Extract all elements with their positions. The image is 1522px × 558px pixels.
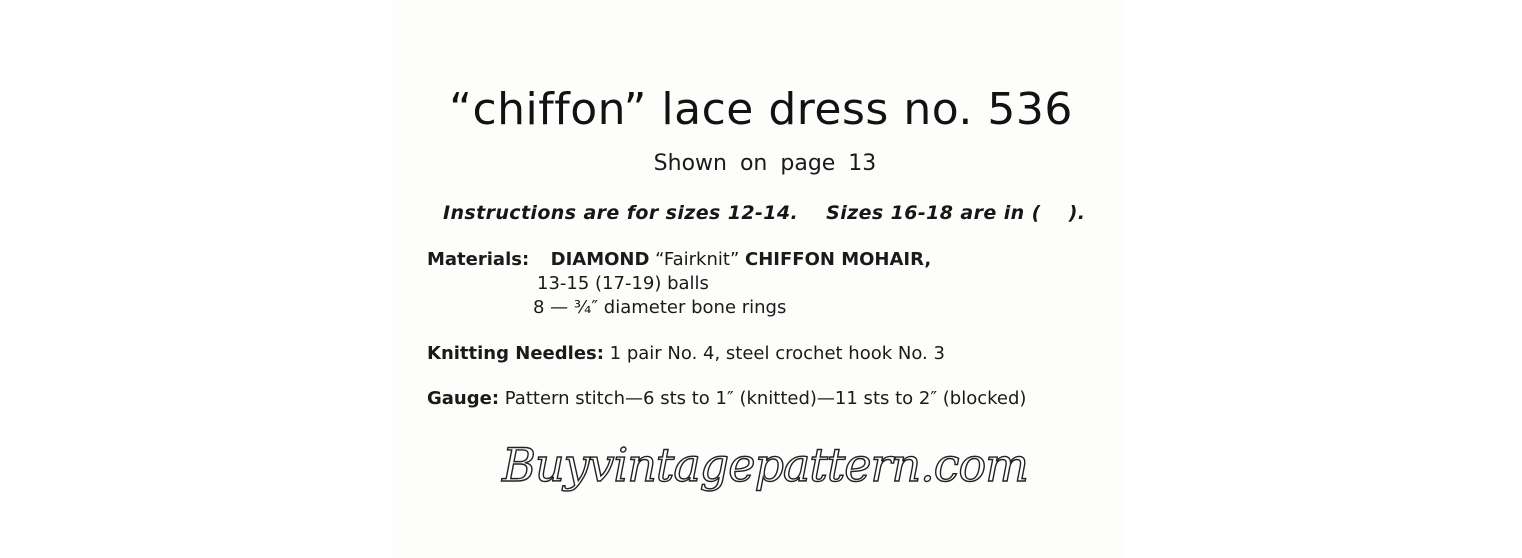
materials-brand: DIAMOND <box>550 249 650 270</box>
gauge-value: Pattern stitch—6 sts to 1″ (knitted)—11 sts to 2″ (blocked) <box>504 388 1027 409</box>
needles-value: 1 pair No. 4, steel crochet hook No. 3 <box>609 343 945 364</box>
pattern-subtitle: Shown on page 13 <box>653 151 877 176</box>
gauge-label: Gauge: <box>427 388 500 409</box>
materials-rings: 8 — ¾″ diameter bone rings <box>533 297 787 318</box>
materials-quoted: “Fairknit” <box>655 249 740 270</box>
materials-label: Materials: <box>427 249 530 270</box>
materials-line <box>427 249 931 270</box>
materials-product: CHIFFON MOHAIR, <box>745 249 932 270</box>
pattern-title: “chiffon” lace dress no. 536 <box>449 84 1073 135</box>
watermark-logo: Buyvintagepattern.com <box>502 438 1028 492</box>
needles-label: Knitting Needles: <box>427 343 604 364</box>
materials-quantity: 13-15 (17-19) balls <box>537 273 709 294</box>
size-instructions: Instructions are for sizes 12-14. Sizes 16-18 are in ( ). <box>443 202 1086 224</box>
needles-line <box>427 343 945 364</box>
gauge-line <box>427 388 1026 409</box>
